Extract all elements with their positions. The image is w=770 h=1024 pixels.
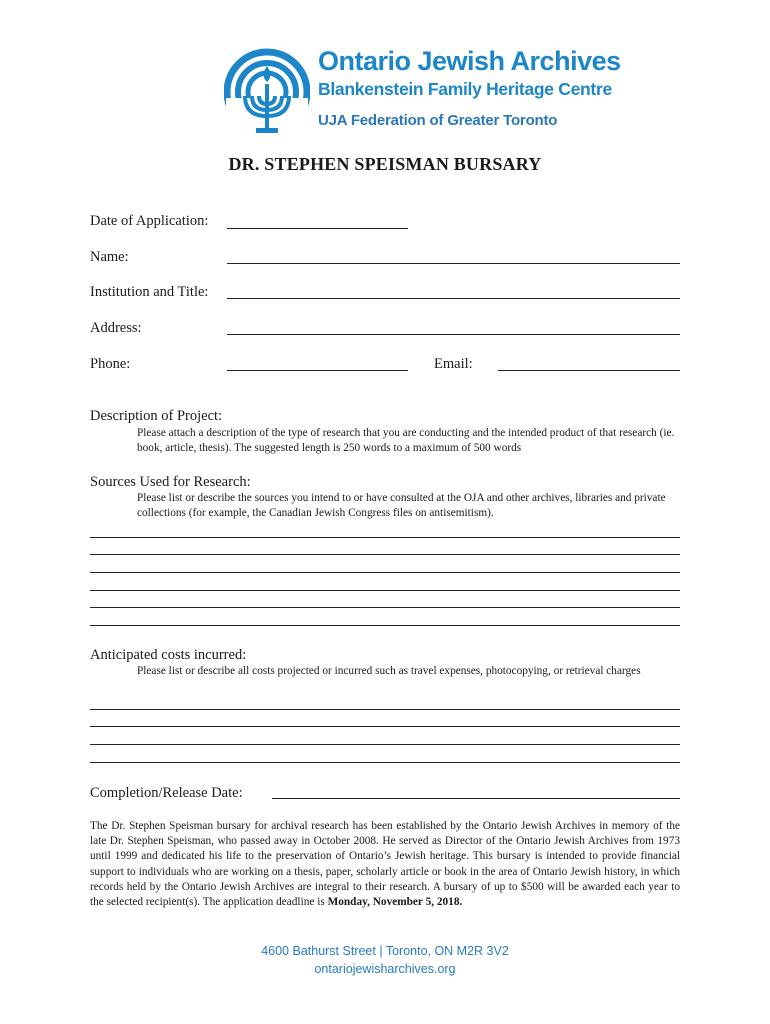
logo-title: Ontario Jewish Archives (318, 46, 621, 76)
costs-heading: Anticipated costs incurred: (90, 647, 247, 663)
footer-address: 4600 Bathurst Street | Toronto, ON M2R 3V2 (261, 944, 509, 958)
phone-field[interactable] (227, 370, 408, 371)
date-of-application-label: Date of Application: (90, 213, 209, 229)
description-hint: Please attach a description of the type of research that you are conducting and the intended product of that research (ie. book, article, thesis). The suggested length is 250 words to a maximum of 500 words (137, 427, 675, 454)
logo-federation: UJA Federation of Greater Toronto (318, 112, 558, 129)
sources-line[interactable] (90, 537, 680, 538)
logo-subtitle: Blankenstein Family Heritage Centre (318, 79, 612, 99)
institution-title-label: Institution and Title: (90, 284, 209, 300)
email-label: Email: (434, 356, 473, 372)
sources-line[interactable] (90, 625, 680, 626)
name-field[interactable] (227, 263, 680, 264)
sources-line[interactable] (90, 607, 680, 608)
footer-website[interactable]: ontariojewisharchives.org (314, 962, 456, 976)
completion-date-field[interactable] (272, 798, 680, 799)
institution-title-field[interactable] (227, 298, 680, 299)
costs-line[interactable] (90, 726, 680, 727)
name-label: Name: (90, 249, 129, 265)
completion-date-label: Completion/Release Date: (90, 785, 243, 801)
description-heading: Description of Project: (90, 408, 223, 424)
page-title: DR. STEPHEN SPEISMAN BURSARY (228, 154, 542, 174)
date-of-application-field[interactable] (227, 228, 408, 229)
email-field[interactable] (498, 370, 680, 371)
ontario-jewish-archives-logo (224, 46, 621, 138)
sources-line[interactable] (90, 590, 680, 591)
address-label: Address: (90, 320, 142, 336)
sources-line[interactable] (90, 572, 680, 573)
sources-heading: Sources Used for Research: (90, 474, 251, 490)
costs-line[interactable] (90, 762, 680, 763)
sources-hint: Please list or describe the sources you intend to or have consulted at the OJA and other archives, libraries and private collections (for example, the Canadian Jewish Congress files on antisemitism). (137, 492, 666, 519)
logo-text (318, 46, 621, 132)
costs-hint: Please list or describe all costs projected or incurred such as travel expenses, photocopying, or retrieval charges (137, 665, 641, 677)
application-deadline: Monday, November 5, 2018. (327, 896, 463, 909)
costs-line[interactable] (90, 709, 680, 710)
phone-label: Phone: (90, 356, 131, 372)
address-field[interactable] (227, 334, 680, 335)
bursary-description-paragraph (90, 819, 680, 910)
costs-line[interactable] (90, 744, 680, 745)
sources-line[interactable] (90, 554, 680, 555)
bursary-description-text: The Dr. Stephen Speisman bursary for archival research has been established by the Ontario Jewish Archives in memory of the late Dr. Stephen Speisman, who passed away in October 2008. He served as Director of the Ontario Jewish Archives from 1973 until 1999 and dedicated his life to the preservation of Ontario’s Jewish heritage. This bursary is intended to provide financial support to individuals who are working on a thesis, paper, scholarly article or book in the area of Ontario Jewish history, in which records held by the Ontario Jewish Archives are integral to their research. A bursary of up to $500 will be awarded each year to the selected recipient(s). The application deadline is (90, 820, 680, 909)
menorah-logo-icon (224, 46, 310, 138)
